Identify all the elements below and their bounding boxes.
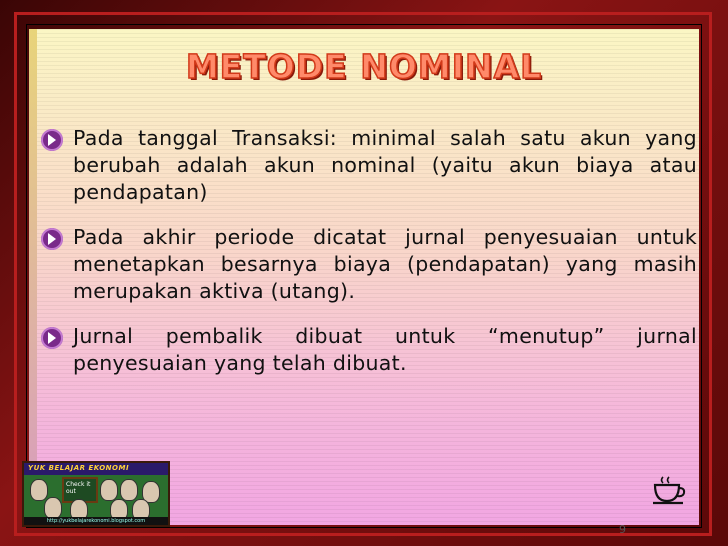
play-bullet-icon [41,228,63,250]
coffee-cup-icon [651,475,687,507]
bullet-text: Pada akhir periode dicatat jurnal penyesuaian untuk menetapkan besarnya biaya (pendapatan) yang masih merupakan aktiva (utang). [73,225,697,303]
bullet-text: Jurnal pembalik dibuat untuk “menutup” jurnal penyesuaian yang telah dibuat. [73,324,697,375]
list-item [35,125,697,206]
school-logo [22,461,170,527]
slide [28,29,699,536]
play-bullet-icon [41,327,63,349]
play-bullet-icon [41,129,63,151]
logo-banner-text: YUK BELAJAR EKONOMI [28,464,130,472]
portrait-icon [44,497,62,519]
portrait-icon [30,479,48,501]
portrait-icon [120,479,138,501]
bullet-text: Pada tanggal Transaksi: minimal salah satu akun yang berubah adalah akun nominal (yaitu akun biaya atau pendapatan) [73,126,697,204]
slide-title: METODE NOMINAL [185,47,543,86]
logo-url: http://yukbelajarekonomi.blogspot.com [24,517,168,525]
list-item [35,323,697,377]
logo-board-text: Check it out [66,481,91,495]
portrait-icon [100,479,118,501]
bullet-list [35,125,697,395]
page-number: 9 [619,523,626,536]
list-item [35,224,697,305]
